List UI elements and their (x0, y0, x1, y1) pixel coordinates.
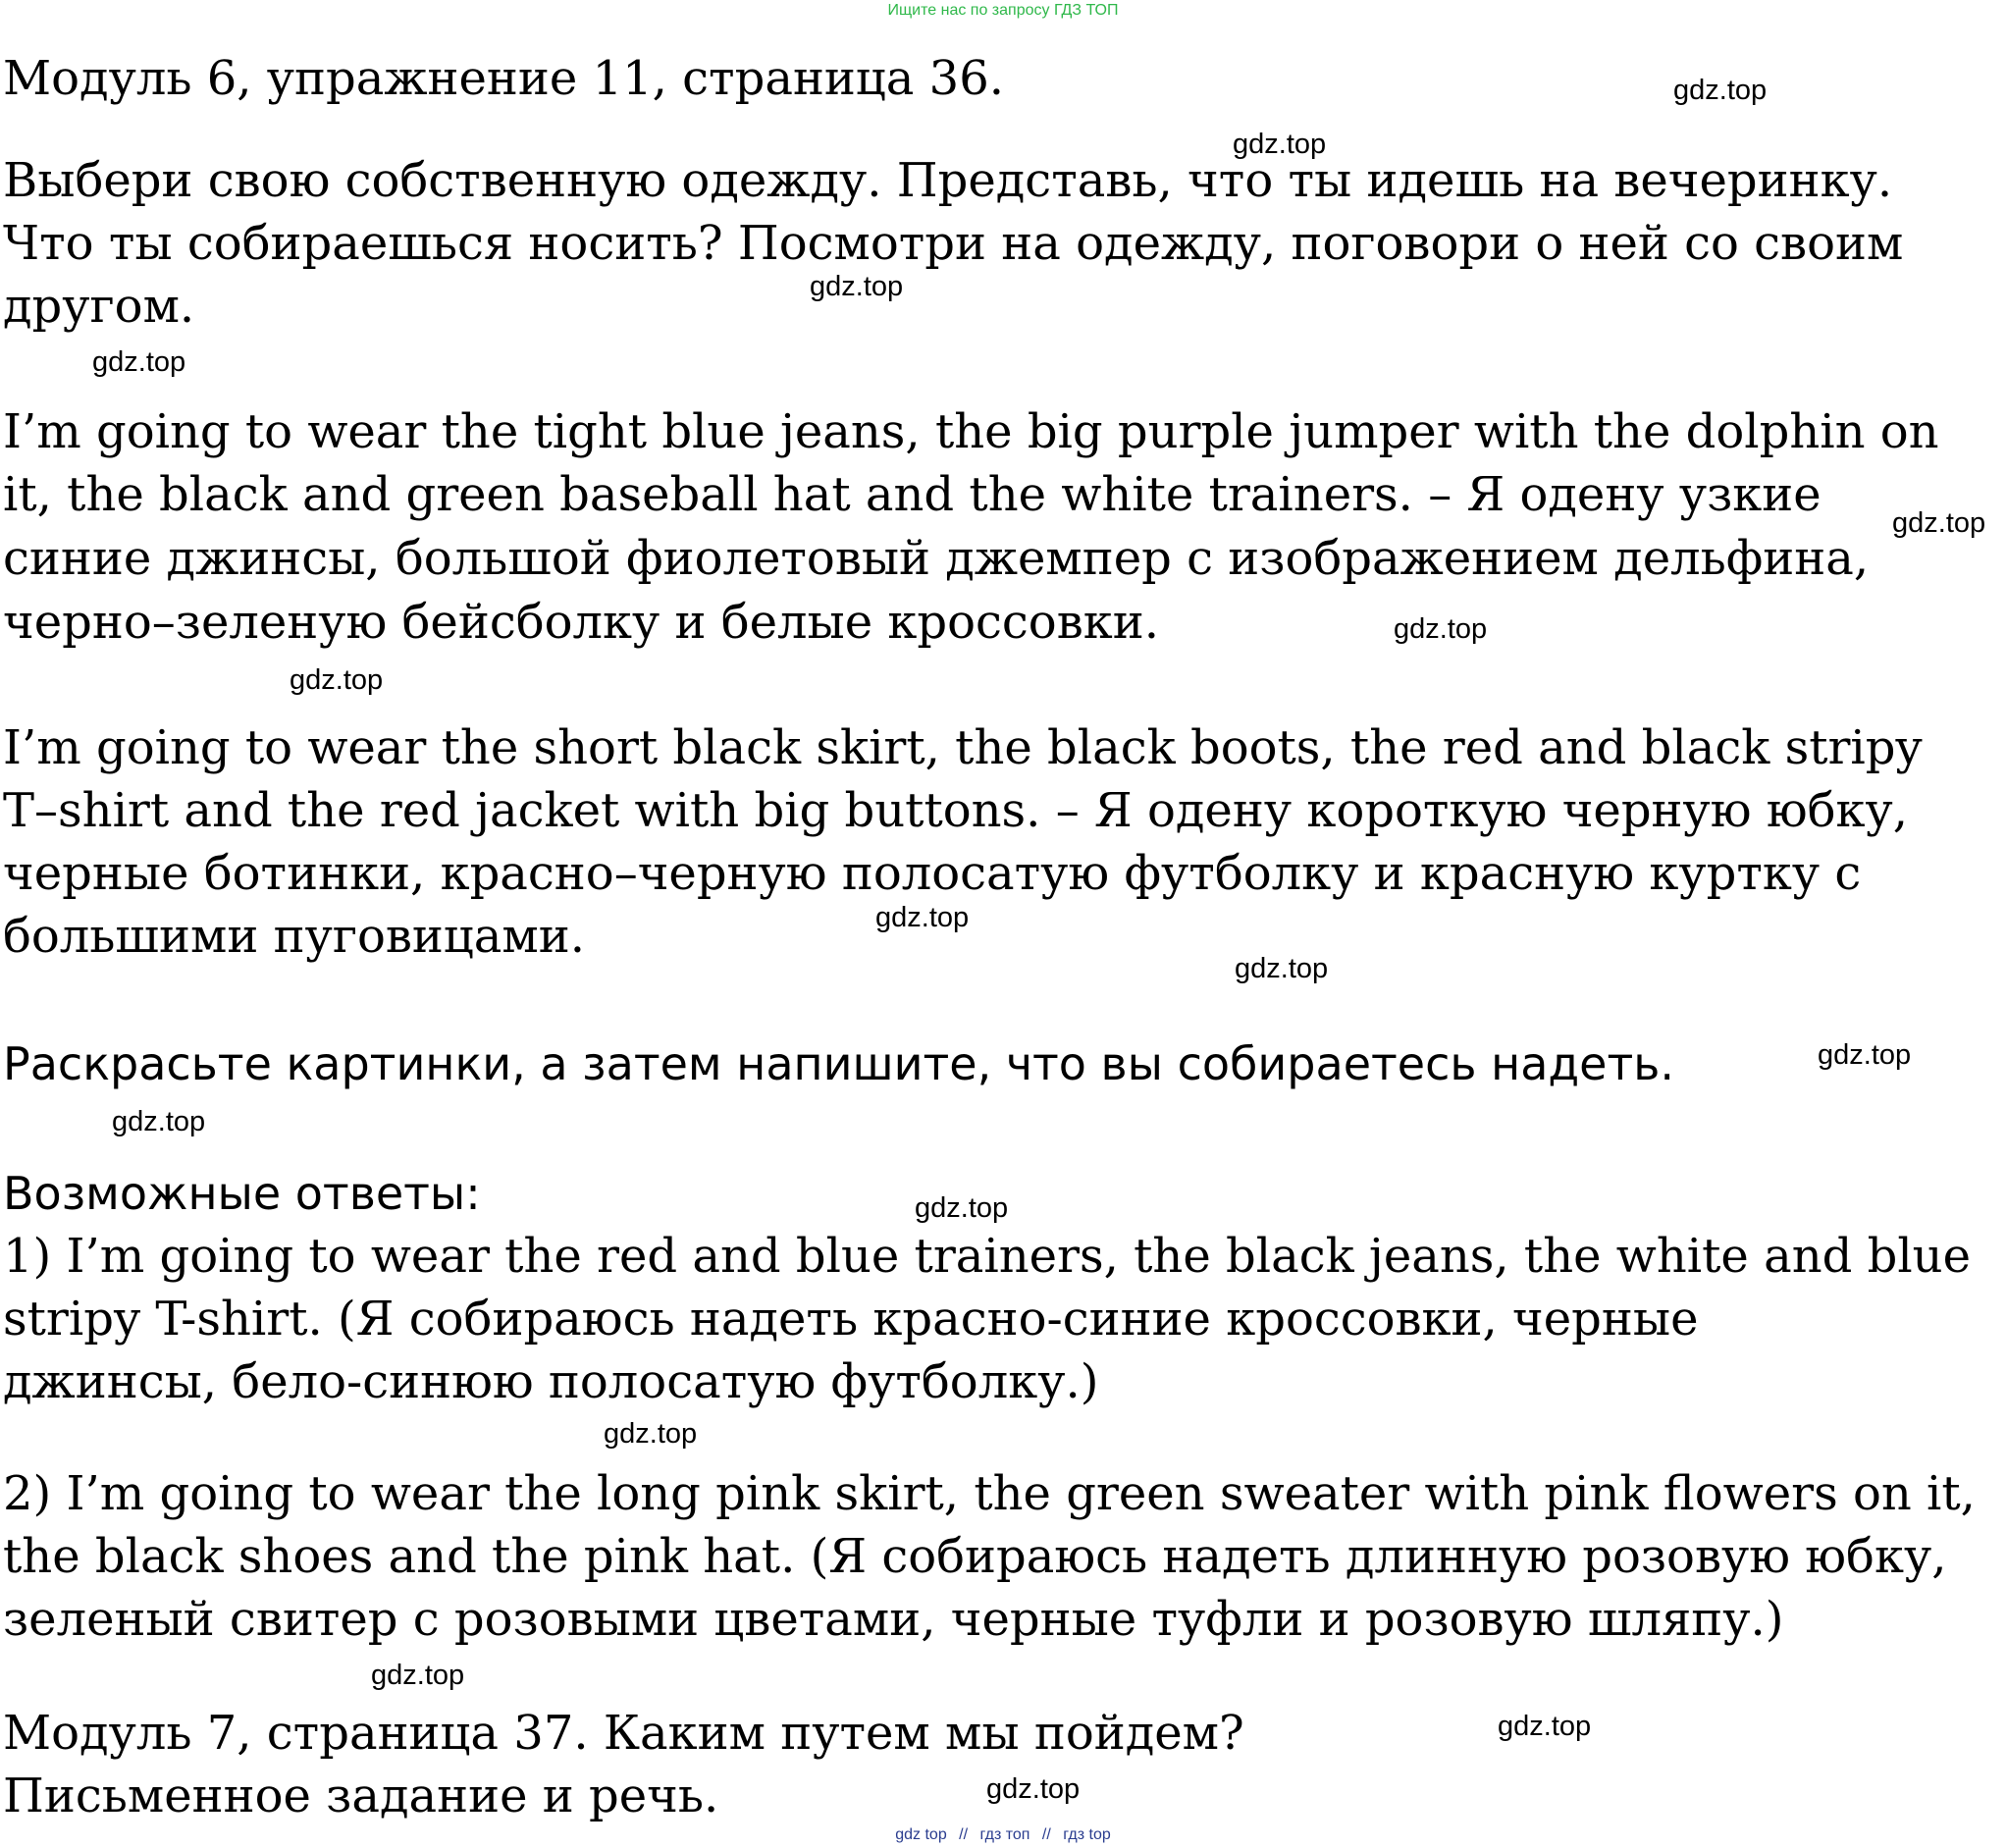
top-banner: Ищите нас по запросу ГДЗ ТОП (887, 2, 1119, 19)
answer-line: I’m going to wear the tight blue jeans, the big purple jumper with the dolphin on (3, 404, 1939, 459)
watermark: gdz.top (371, 1660, 465, 1691)
answer-line: джинсы, бело-синюю полосатую футболку.) (3, 1354, 1099, 1409)
footer-link[interactable]: гдз топ (979, 1826, 1030, 1843)
watermark: gdz.top (1818, 1039, 1912, 1071)
watermark: gdz.top (112, 1106, 206, 1137)
watermark: gdz.top (1394, 613, 1488, 645)
footer-links (0, 1824, 2006, 1846)
answer-line: 1) I’m going to wear the red and blue trainers, the black jeans, the white and blue (3, 1229, 1971, 1284)
answer-line: черные ботинки, красно–черную полосатую футболку и красную куртку с (3, 846, 1862, 901)
answer-line: большими пуговицами. (3, 909, 585, 964)
answer-line: зеленый свитер с розовыми цветами, черные туфли и розовую шляпу.) (3, 1592, 1784, 1647)
footer-link[interactable]: гдз top (1063, 1826, 1111, 1843)
watermark: gdz.top (92, 346, 186, 378)
task-line: другом. (3, 279, 195, 334)
watermark: gdz.top (1233, 129, 1327, 160)
task-line: Что ты собираешься носить? Посмотри на одежду, поговори о ней со своим (3, 216, 1904, 271)
heading-line: Письменное задание и речь. (3, 1769, 719, 1823)
watermark: gdz.top (986, 1773, 1081, 1805)
watermark: gdz.top (1235, 953, 1329, 984)
watermark: gdz.top (604, 1418, 698, 1450)
watermark: gdz.top (290, 664, 384, 696)
possible-answers-title: Возможные ответы: (3, 1167, 481, 1220)
answer-line: it, the black and green baseball hat and the white trainers. – Я одену узкие (3, 467, 1821, 522)
watermark: gdz.top (810, 271, 904, 302)
footer-separator: // (959, 1826, 969, 1843)
answer-line: stripy T-shirt. (Я собираюсь надеть красно-синие кроссовки, черные (3, 1292, 1699, 1346)
watermark: gdz.top (1892, 507, 1986, 539)
watermark: gdz.top (915, 1192, 1009, 1224)
answer-line: the black shoes and the pink hat. (Я собираюсь надеть длинную розовую юбку, (3, 1529, 1947, 1584)
answer-line: синие джинсы, большой фиолетовый джемпер с изображением дельфина, (3, 531, 1870, 586)
watermark: gdz.top (875, 902, 970, 933)
watermark: gdz.top (1673, 75, 1768, 106)
task-line: Выбери свою собственную одежду. Представь, что ты идешь на вечеринку. (3, 153, 1893, 208)
footer-separator: // (1041, 1826, 1051, 1843)
answer-line: 2) I’m going to wear the long pink skirt, the green sweater with pink flowers on it, (3, 1466, 1976, 1521)
watermark: gdz.top (1498, 1711, 1592, 1742)
answer-line: T–shirt and the red jacket with big buttons. – Я одену короткую черную юбку, (3, 783, 1909, 838)
footer-link[interactable]: gdz top (895, 1826, 947, 1843)
answer-line: черно–зеленую бейсболку и белые кроссовки. (3, 595, 1159, 650)
heading-line: Модуль 7, страница 37. Каким путем мы пойдем? (3, 1706, 1244, 1761)
coloring-instruction: Раскрасьте картинки, а затем напишите, что вы собираетесь надеть. (3, 1037, 1675, 1090)
answer-line: I’m going to wear the short black skirt, the black boots, the red and black stripy (3, 720, 1923, 775)
exercise-heading: Модуль 6, упражнение 11, страница 36. (3, 51, 1004, 106)
